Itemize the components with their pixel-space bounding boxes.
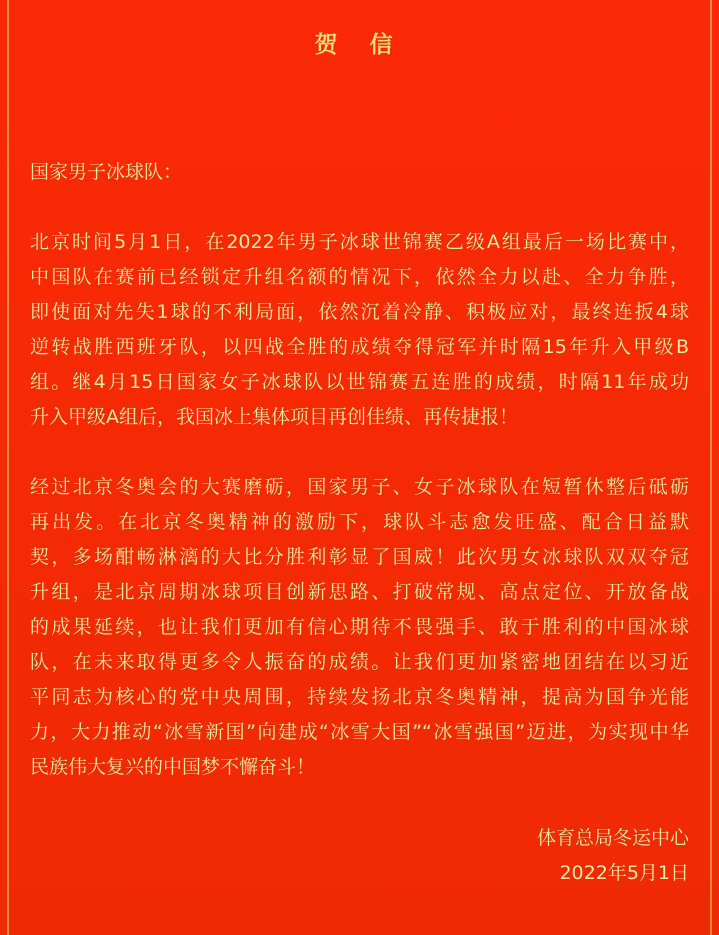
right-border-line [710,0,712,935]
paragraph-2 [30,470,689,785]
paragraph-line: 升组，是北京周期冰球项目创新思路、打破常规、高点定位、开放备战 [30,581,689,603]
signature-date: 2022年5月1日 [559,862,689,884]
paragraph-line: 再出发。在北京冬奥精神的激励下，球队斗志愈发旺盛、配合日益默 [30,511,689,533]
paragraph-line: 契，多场酣畅淋漓的大比分胜利彰显了国威！此次男女冰球队双双夺冠 [30,546,689,568]
paragraph-line: 队，在未来取得更多令人振奋的成绩。让我们更加紧密地团结在以习近 [30,651,689,673]
paragraph-line: 的成果延续，也让我们更加有信心期待不畏强手、敢于胜利的中国冰球 [30,616,689,638]
paragraph-1 [30,225,689,435]
paragraph-line: 即使面对先失1球的不利局面，依然沉着冷静、积极应对，最终连扳4球 [30,301,689,323]
signature-organization: 体育总局冬运中心 [536,827,689,849]
paragraph-line: 民族伟大复兴的中国梦不懈奋斗！ [30,756,316,778]
paragraph-line: 升入甲级A组后，我国冰上集体项目再创佳绩、再传捷报！ [30,406,518,428]
paragraph-line: 力，大力推动“冰雪新国”向建成“冰雪大国”“冰雪强国”迈进，为实现中华 [30,721,689,743]
letter-title: 贺 信 [314,32,405,58]
signature-block [537,821,689,891]
paragraph-line: 平同志为核心的党中央周围，持续发扬北京冬奥精神，提高为国争光能 [30,686,689,708]
paragraph-line: 北京时间5月1日，在2022年男子冰球世锦赛乙级A组最后一场比赛中， [30,231,689,253]
salutation: 国家男子冰球队： [30,161,183,183]
paragraph-line: 逆转战胜西班牙队，以四战全胜的成绩夺得冠军并时隔15年升入甲级B [30,336,689,358]
left-border-line [7,0,9,935]
paragraph-line: 组。继4月15日国家女子冰球队以世锦赛五连胜的成绩，时隔11年成功 [30,371,689,393]
paragraph-line: 经过北京冬奥会的大赛磨砺，国家男子、女子冰球队在短暂休整后砥砺 [30,476,689,498]
paragraph-line: 中国队在赛前已经锁定升组名额的情况下，依然全力以赴、全力争胜， [30,266,689,288]
